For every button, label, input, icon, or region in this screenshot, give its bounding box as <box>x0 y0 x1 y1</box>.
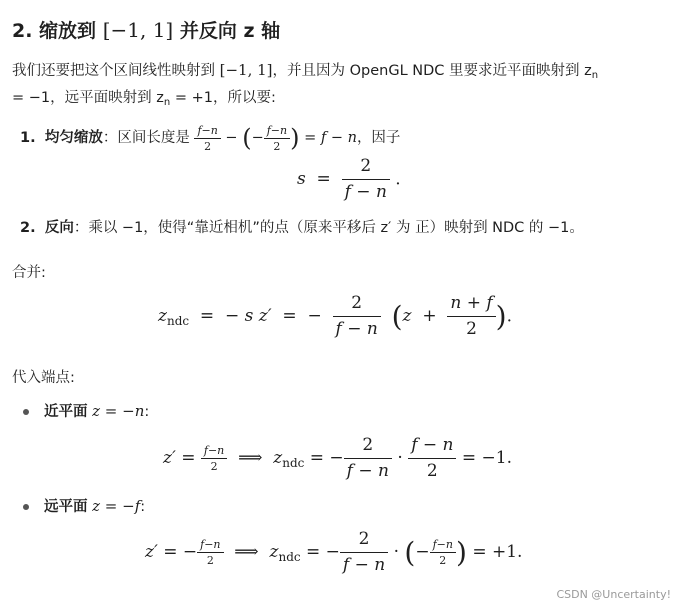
heading-interval: [−1, 1] <box>102 18 174 42</box>
intro-line-2 <box>12 86 276 108</box>
near-plane-item: 近平面 z = −n: <box>44 402 150 420</box>
step-2-number: 2. <box>20 220 36 236</box>
heading-suffix: 并反向 z 轴 <box>179 20 281 42</box>
step-1-number: 1. <box>20 130 36 146</box>
heading-prefix: 2. 缩放到 <box>12 20 97 42</box>
intro-sub-n: n <box>591 70 599 81</box>
far-plane-formula: z′ = − $\frac{f-n}{2}$ ⟹ $z_{ndc}$ = − $\frac{2}{f - n}$ · (− $\frac{f-n}{2}$ ) = +1. <box>145 529 523 575</box>
step-1-interval-length-formula: $\frac{f-n}{2}$ − (− $\frac{f-n}{2}$ ) = f − n <box>194 130 357 146</box>
step-1-text: ：区间长度是 <box>102 130 190 146</box>
scale-factor-formula: s = $\frac{2}{f - n}$ . <box>297 156 401 202</box>
step-2 <box>20 216 584 237</box>
far-bullet <box>23 504 29 510</box>
step-1 <box>20 124 400 152</box>
merged-formula: $z_{ndc}$ = − s z′ = − $\frac{2}{f - n}$ (z + $\frac{n + f}{2}$ ). <box>158 293 513 339</box>
intro-text-b: ，并且因为 OpenGL NDC 里要求近平面映射到 z <box>272 63 592 79</box>
merge-label: 合并: <box>12 265 46 281</box>
substitute-label: 代入端点: <box>12 370 75 386</box>
intro-text-c: = −1，远平面映射到 z <box>12 90 164 106</box>
near-bullet <box>23 409 29 415</box>
intro-text-a: 我们还要把这个区间线性映射到 <box>12 63 215 79</box>
far-plane-label: 远平面 <box>44 499 88 515</box>
intro-text-d: = +1，所以要: <box>174 90 276 106</box>
intro-line-1 <box>12 59 598 81</box>
step-2-title: 反向 <box>44 220 74 236</box>
csdn-watermark: CSDN @Uncertainty! <box>556 588 671 601</box>
section-heading <box>12 16 280 43</box>
intro-sub-n-2: n <box>163 97 171 108</box>
near-plane-label: 近平面 <box>44 404 88 420</box>
near-plane-condition: z = −n <box>92 402 145 420</box>
step-1-title: 均匀缩放 <box>44 130 103 146</box>
far-plane-item: 远平面 z = −f: <box>44 497 146 515</box>
intro-interval: [−1, 1] <box>219 61 273 79</box>
near-plane-formula: z′ = $\frac{f-n}{2}$ ⟹ $z_{ndc}$ = − $\frac{2}{f - n}$ · $\frac{f - n}{2}$ = −1. <box>163 435 512 481</box>
step-1-comma: ，因子 <box>356 130 401 146</box>
step-2-text: ：乘以 −1，使得“靠近相机”的点（原来平移后 z′ 为 正）映射到 NDC 的 −1。 <box>73 220 584 236</box>
far-plane-condition: z = −f <box>92 497 141 515</box>
